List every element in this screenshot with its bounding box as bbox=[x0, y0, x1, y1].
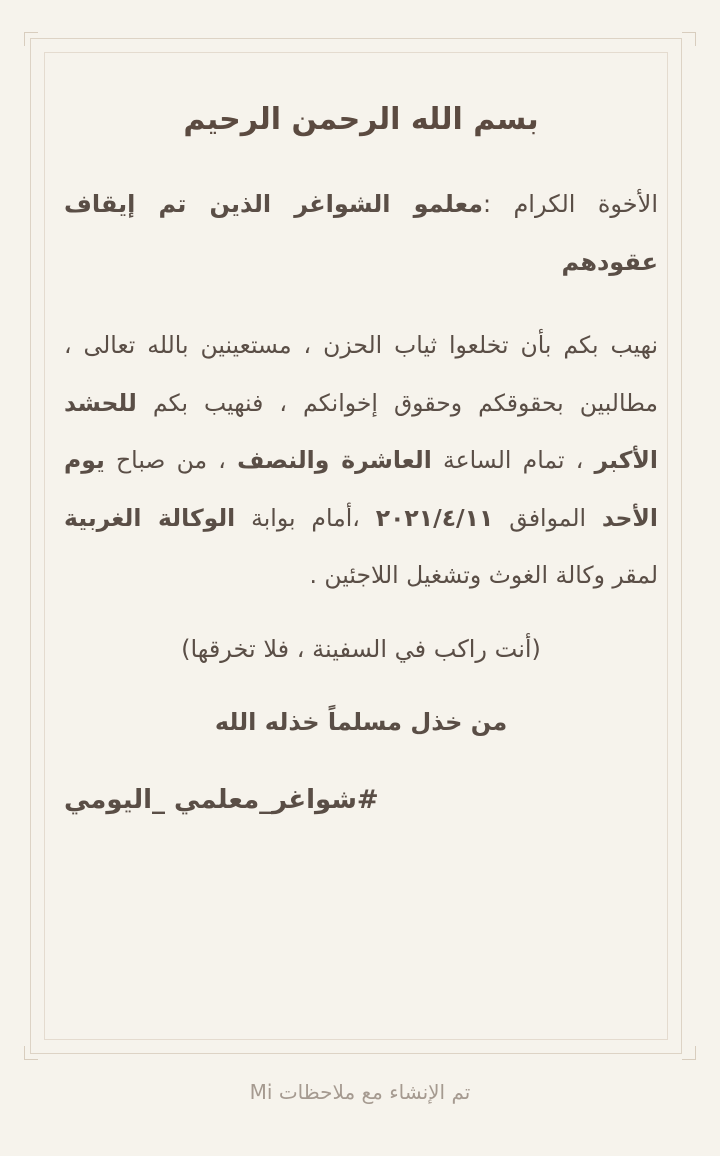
corner-ornament-top-right bbox=[682, 32, 696, 46]
corner-ornament-top-left bbox=[24, 32, 38, 46]
corner-ornament-bottom-left bbox=[24, 1046, 38, 1060]
body-bold-time: العاشرة والنصف bbox=[237, 446, 432, 474]
addressee-line bbox=[64, 175, 658, 291]
body-paragraph bbox=[64, 317, 658, 605]
body-bold-day: يوم الأحد bbox=[64, 446, 658, 532]
body-text-2: ، تمام الساعة bbox=[431, 446, 595, 474]
body-bold-location: الوكالة الغربية bbox=[64, 503, 236, 532]
addressee-prefix: الأخوة الكرام : bbox=[482, 190, 659, 218]
letter-content bbox=[64, 100, 658, 818]
letter-title: بسم الله الرحمن الرحيم bbox=[183, 102, 539, 137]
addressee-name: معلمو الشواغر الذين تم إيقاف عقودهم bbox=[64, 190, 658, 276]
hashtag-line bbox=[64, 782, 658, 818]
body-text-3: ، من صباح bbox=[104, 446, 238, 474]
body-text-5: ،أمام بوابة bbox=[235, 503, 376, 532]
body-text-1: نهيب بكم بأن تخلعوا ثياب الحزن ، مستعينين بالله تعالى ، مطالبين بحقوقكم وحقوق إخوانكم ، فنهيب بكم bbox=[64, 331, 658, 417]
body-bold-date: ٢٠٢١/٤/١١ bbox=[375, 503, 494, 532]
corner-ornament-bottom-right bbox=[682, 1046, 696, 1060]
quote-line: (أنت راكب في السفينة ، فلا تخرقها) bbox=[181, 634, 541, 663]
body-text-4: الموافق bbox=[493, 503, 602, 532]
body-text-6: لمقر وكالة الغوث وتشغيل اللاجئين . bbox=[309, 561, 658, 589]
closing-line: من خذل مسلماً خذله الله bbox=[214, 708, 508, 737]
footer-watermark: تم الإنشاء مع ملاحظات Mi bbox=[249, 1080, 471, 1104]
hashtag-text: #شواغر_معلمي _اليومي bbox=[64, 784, 379, 815]
body-bold-gathering: للحشد الأكبر bbox=[64, 388, 658, 474]
